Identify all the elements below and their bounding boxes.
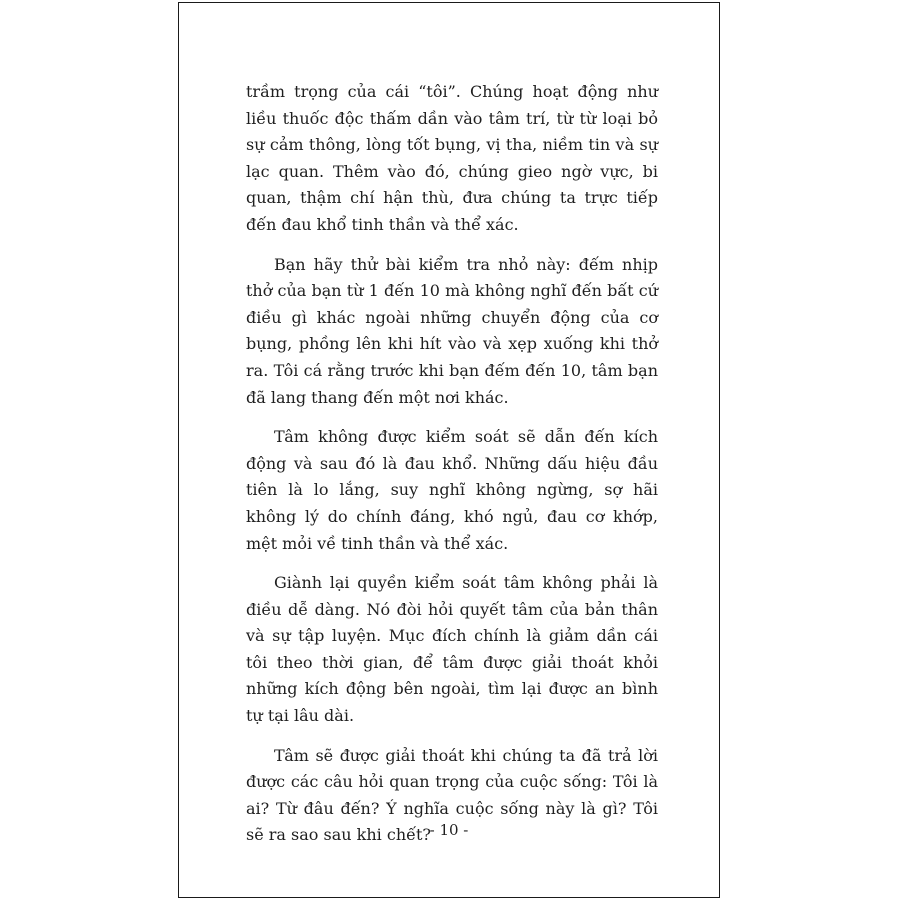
page-number: - 10 - (429, 821, 469, 839)
body-text (246, 79, 658, 862)
paragraph-3: Tâm không được kiểm soát sẽ dẫn đến kích động và sau đó là đau khổ. Những dấu hiệu đầu tiên là lo lắng, suy nghĩ không ngừng, sợ hãi không lý do chính đáng, khó ngủ, đau cơ khớp, mệt mỏi về tinh thần và thể xác. (246, 427, 658, 553)
paragraph-4: Giành lại quyền kiểm soát tâm không phải là điều dễ dàng. Nó đòi hỏi quyết tâm của bản thân và sự tập luyện. Mục đích chính là giảm dần cái tôi theo thời gian, để tâm được giải thoát khỏi những kích động bên ngoài, tìm lại được an bình tự tại lâu dài. (246, 573, 658, 726)
paragraph-1: trầm trọng của cái “tôi”. Chúng hoạt động như liều thuốc độc thấm dần vào tâm trí, từ từ loại bỏ sự cảm thông, lòng tốt bụng, vị tha, niềm tin và sự lạc quan. Thêm vào đó, chúng gieo ngờ vực, bi quan, thậm chí hận thù, đưa chúng ta trực tiếp đến đau khổ tinh thần và thể xác. (246, 82, 658, 234)
book-page (178, 2, 720, 898)
paragraph-2: Bạn hãy thử bài kiểm tra nhỏ này: đếm nhịp thở của bạn từ 1 đến 10 mà không nghĩ đến bất cứ điều gì khác ngoài những chuyển động của cơ bụng, phồng lên khi hít vào và xẹp xuống khi thở ra. Tôi cá rằng trước khi bạn đếm đến 10, tâm bạn đã lang thang đến một nơi khác. (246, 254, 658, 407)
paragraph-5: Tâm sẽ được giải thoát khi chúng ta đã trả lời được các câu hỏi quan trọng của cuộc sống: Tôi là ai? Từ đâu đến? Ý nghĩa cuộc sống này là gì? Tôi sẽ ra sao sau khi chết? (246, 745, 658, 845)
